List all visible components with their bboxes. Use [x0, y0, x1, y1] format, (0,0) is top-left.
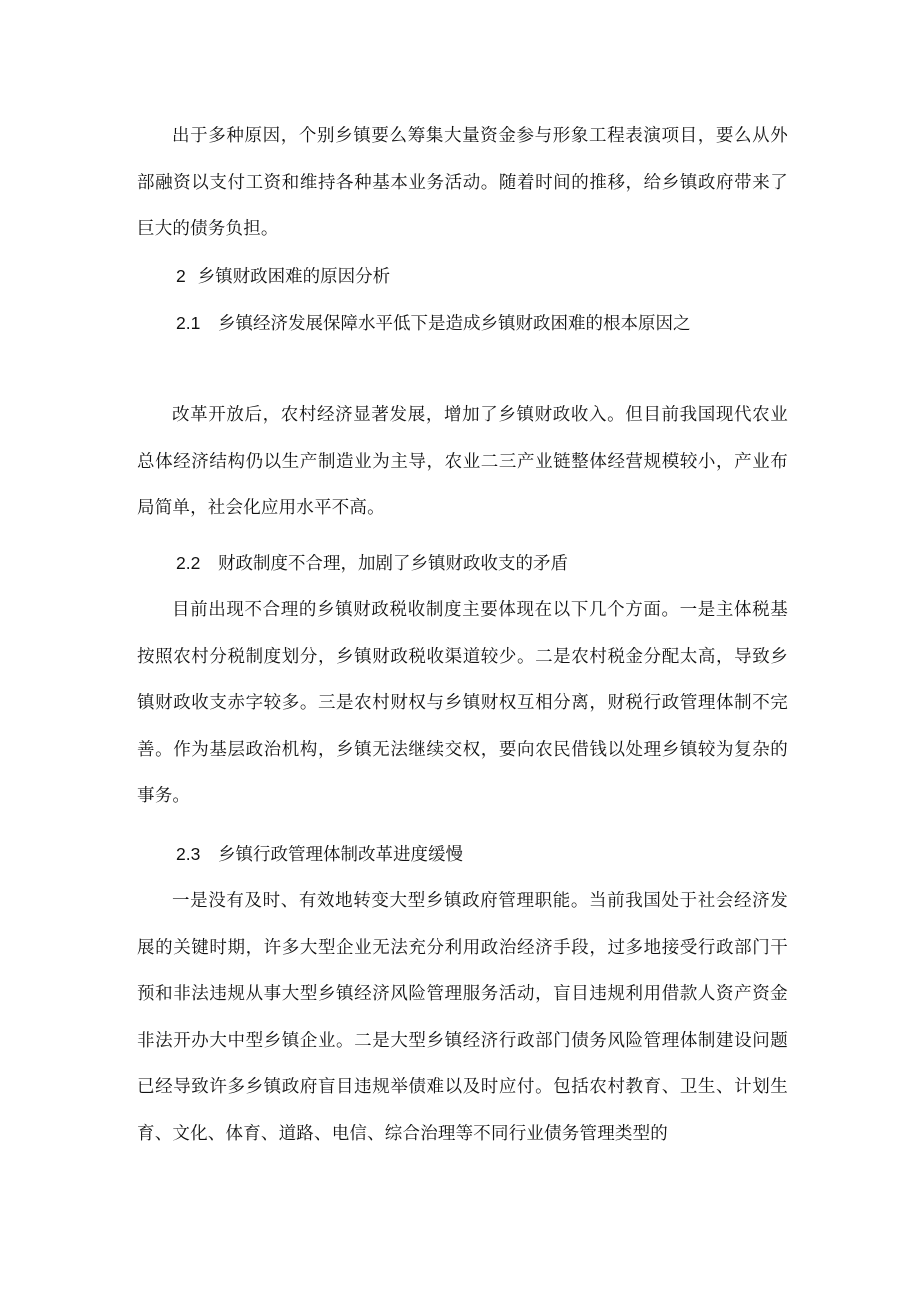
section-number-2-2: 2.2 [176, 553, 201, 573]
section-title-2-3: 乡镇行政管理体制改革进度缓慢 [218, 845, 463, 865]
section-heading-2-3 [176, 831, 788, 879]
paragraph-rural-economy: 改革开放后，农村经济显著发展，增加了乡镇财政收入。但目前我国现代农业总体经济结构仍以生产制造业为主导，农业二三产业链整体经营规模较小，产业布局简单，社会化应用水平不高。 [137, 405, 788, 518]
section-heading-2-2 [176, 540, 788, 588]
paragraph-tax-system: 目前出现不合理的乡镇财政税收制度主要体现在以下几个方面。一是主体税基按照农村分税制度划分，乡镇财政税收渠道较少。二是农村税金分配太高，导致乡镇财政收支赤字较多。三是农村财权与乡镇财权互相分离，财税行政管理体制不完善。作为基层政治机构，乡镇无法继续交权，要向农民借钱以处理乡镇较为复杂的事务。 [137, 600, 788, 806]
paragraph-intro-debt-burden: 出于多种原因，个别乡镇要么筹集大量资金参与形象工程表演项目，要么从外部融资以支付工资和维持各种基本业务活动。随着时间的推移，给乡镇政府带来了巨大的债务负担。 [137, 126, 788, 239]
section-title-2: 乡镇财政困难的原因分析 [197, 267, 391, 287]
section-number-2-3: 2.3 [176, 844, 201, 864]
section-title-2-1: 乡镇经济发展保障水平低下是造成乡镇财政困难的根本原因之 [218, 314, 691, 334]
section-number-2-1: 2.1 [176, 313, 201, 333]
paragraph-admin-reform: 一是没有及时、有效地转变大型乡镇政府管理职能。当前我国处于社会经济发展的关键时期，许多大型企业无法充分利用政治经济手段，过多地接受行政部门干预和非法违规从事大型乡镇经济风险管理服务活动，盲目违规利用借款人资产资金非法开办大中型乡镇企业。二是大型乡镇经济行政部门债务风险管理体制建设问题已经导致许多乡镇政府盲目违规举债难以及时应付。包括农村教育、卫生、计划生育、文化、体育、道路、电信、综合治理等不同行业债务管理类型的 [137, 891, 788, 1144]
section-number-2: 2 [176, 266, 186, 286]
section-title-2-2: 财政制度不合理，加剧了乡镇财政收支的矛盾 [218, 554, 568, 574]
section-heading-2-1 [176, 300, 788, 348]
section-heading-2 [176, 253, 788, 301]
